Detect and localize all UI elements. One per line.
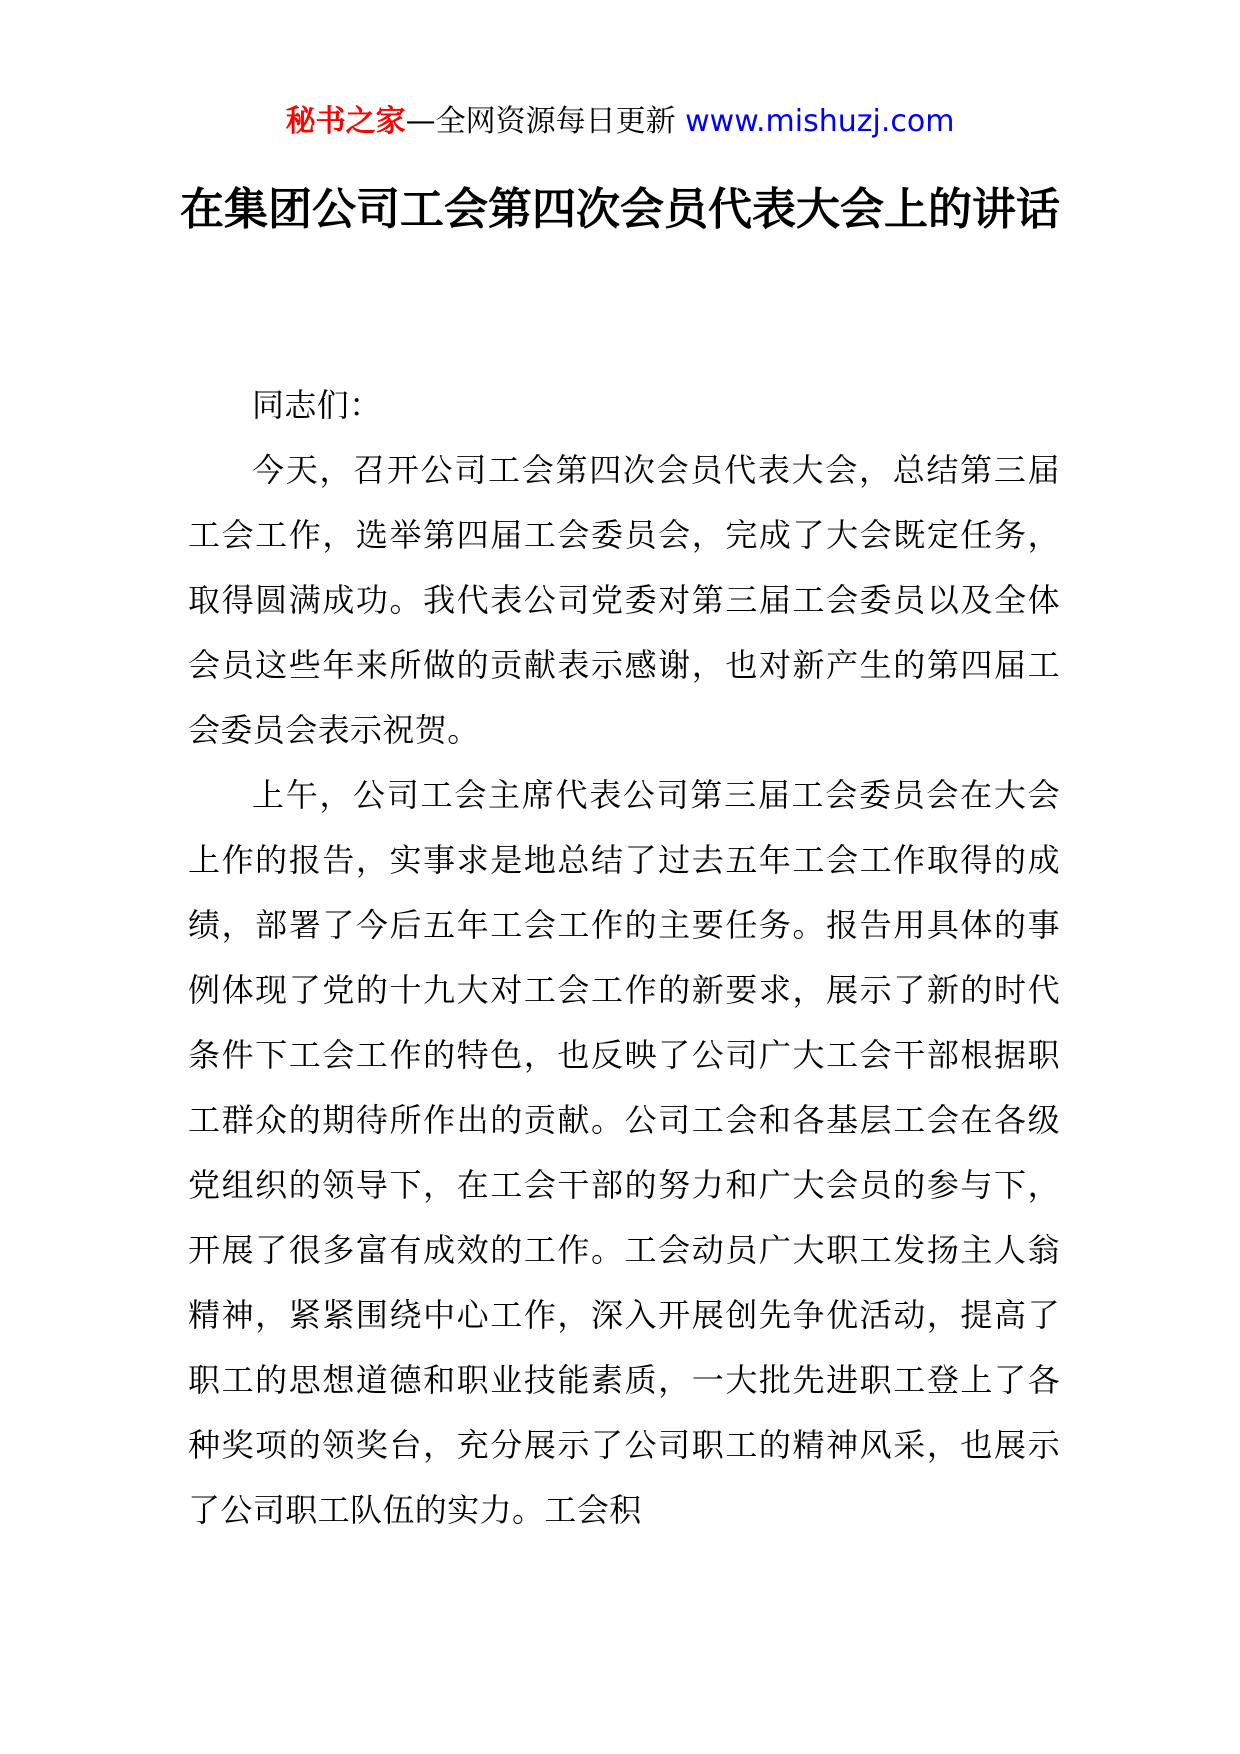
site-tagline: —全网资源每日更新 <box>405 104 676 139</box>
paragraph: 上午，公司工会主席代表公司第三届工会委员会在大会上作的报告，实事求是地总结了过去五年工会工作取得的成绩，部署了今后五年工会工作的主要任务。报告用具体的事例体现了党的十九大对工会工作的新要求，展示了新的时代条件下工会工作的特色，也反映了公司广大工会干部根据职工群众的期待所作出的贡献。公司工会和各基层工会在各级党组织的领导下，在工会干部的努力和广大会员的参与下，开展了很多富有成效的工作。工会动员广大职工发扬主人翁精神，紧紧围绕中心工作，深入开展创先争优活动，提高了职工的思想道德和职业技能素质，一大批先进职工登上了各种奖项的领奖台，充分展示了公司职工的精神风采，也展示了公司职工队伍的实力。工会积 <box>188 776 1060 1529</box>
paragraph: 今天，召开公司工会第四次会员代表大会，总结第三届工会工作，选举第四届工会委员会，完成了大会既定任务，取得圆满成功。我代表公司党委对第三届工会委员以及全体会员这些年来所做的贡献表示感谢，也对新产生的第四届工会委员会表示祝贺。 <box>188 451 1060 749</box>
site-url-link[interactable]: www.mishuzj.com <box>685 104 955 139</box>
document-body <box>188 373 1060 1543</box>
site-brand: 秘书之家 <box>285 104 406 139</box>
site-header <box>0 100 1240 144</box>
salutation: 同志们： <box>252 386 382 424</box>
document-title: 在集团公司工会第四次会员代表大会上的讲话 <box>180 184 1060 235</box>
